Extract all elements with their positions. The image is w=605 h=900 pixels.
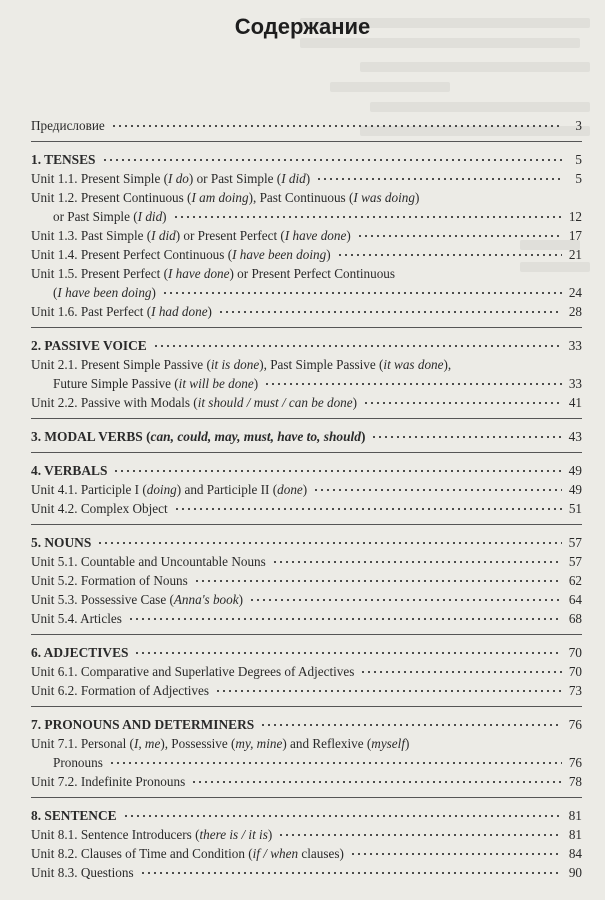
toc-section	[31, 427, 582, 446]
toc-section-heading[interactable]	[31, 533, 582, 552]
toc-section-heading[interactable]	[31, 427, 582, 446]
leader-dots	[249, 596, 562, 604]
leader-dots	[174, 505, 562, 513]
toc-entry[interactable]	[31, 772, 582, 791]
toc-entry[interactable]	[31, 825, 582, 844]
leader-dots	[191, 778, 562, 786]
toc-entry-text: Unit 1.1. Present Simple (I do) or Past Simple (I did)	[31, 171, 311, 186]
toc-page-number: 43	[568, 429, 582, 444]
section-divider	[31, 797, 582, 798]
toc-page-number: 64	[568, 592, 582, 607]
toc-page-number: 5	[575, 152, 582, 167]
toc-entry[interactable]	[31, 571, 582, 590]
toc-entry-text: 7. PRONOUNS AND DETERMINERS	[31, 717, 255, 732]
toc-entry[interactable]	[31, 226, 582, 245]
leader-dots	[357, 232, 562, 240]
toc-page-number: 57	[568, 535, 582, 550]
toc-entry-preface[interactable]	[31, 116, 582, 135]
toc-page-number: 81	[568, 808, 582, 823]
toc-entry-text: Unit 5.3. Possessive Case (Anna's book)	[31, 592, 244, 607]
leader-dots	[313, 486, 562, 494]
toc-page-number: 84	[568, 846, 582, 861]
toc-section-heading[interactable]	[31, 643, 582, 662]
toc-entry[interactable]	[31, 374, 582, 393]
leader-dots	[272, 558, 562, 566]
toc-page-number: 49	[568, 482, 582, 497]
toc-entry-text: 5. NOUNS	[31, 535, 92, 550]
toc-page-number: 28	[568, 304, 582, 319]
toc-section	[31, 715, 582, 791]
toc-entry-text: Pronouns	[53, 755, 103, 770]
leader-dots	[215, 687, 562, 695]
toc-section-heading[interactable]	[31, 715, 582, 734]
toc-page-number: 24	[568, 285, 582, 300]
page-title: Содержание	[234, 14, 371, 39]
toc-page-number: 5	[575, 171, 582, 186]
toc-entry-text: Unit 4.1. Participle I (doing) and Participle II (done)	[31, 482, 308, 497]
toc-section	[31, 150, 582, 321]
preface-section	[31, 116, 582, 135]
toc-section-heading[interactable]	[31, 461, 582, 480]
toc-entry[interactable]	[31, 863, 582, 882]
toc-entry[interactable]	[31, 734, 582, 753]
leader-dots	[278, 831, 562, 839]
toc-entry[interactable]	[31, 681, 582, 700]
toc-section	[31, 336, 582, 412]
leader-dots	[97, 539, 562, 547]
toc-page-number: 57	[568, 554, 582, 569]
section-divider	[31, 418, 582, 419]
toc-page-number: 70	[568, 664, 582, 679]
toc-entry[interactable]	[31, 753, 582, 772]
leader-dots	[128, 615, 562, 623]
leader-dots	[350, 850, 562, 858]
leader-dots	[360, 668, 562, 676]
leader-dots	[316, 175, 562, 183]
toc-page-number: 49	[568, 463, 582, 478]
toc-section	[31, 643, 582, 700]
toc-page-number: 90	[568, 865, 582, 880]
leader-dots	[134, 649, 562, 657]
toc-page-number: 21	[568, 247, 582, 262]
leader-dots	[260, 721, 562, 729]
toc-entry-text: 6. ADJECTIVES	[31, 645, 129, 660]
section-divider	[31, 706, 582, 707]
toc-entry-text: Unit 1.3. Past Simple (I did) or Present Perfect (I have done)	[31, 228, 351, 243]
toc-entry[interactable]	[31, 169, 582, 188]
leader-dots	[153, 342, 562, 350]
leader-dots	[218, 308, 562, 316]
toc-entry-text: Unit 8.2. Clauses of Time and Condition (if / when clauses)	[31, 846, 344, 861]
toc-page-number: 17	[568, 228, 582, 243]
toc-entry-text: or Past Simple (I did)	[53, 209, 167, 224]
toc-entry[interactable]	[31, 499, 582, 518]
leader-dots	[140, 869, 562, 877]
leader-dots	[337, 251, 562, 259]
toc-page-number: 41	[568, 395, 582, 410]
leader-dots	[102, 156, 562, 164]
leader-dots	[363, 399, 562, 407]
toc-entry-text: Unit 1.6. Past Perfect (I had done)	[31, 304, 212, 319]
toc-page-number: 12	[568, 209, 582, 224]
toc-entry-text: Unit 7.1. Personal (I, me), Possessive (my, mine) and Reflexive (myself)	[31, 736, 410, 751]
toc-entry[interactable]	[31, 609, 582, 628]
leader-dots	[162, 289, 562, 297]
toc-entry-text: Unit 6.1. Comparative and Superlative Degrees of Adjectives	[31, 664, 355, 679]
toc-entry-text: Unit 5.4. Articles	[31, 611, 122, 626]
toc-entry-text: Unit 8.3. Questions	[31, 865, 134, 880]
toc-entry[interactable]	[31, 662, 582, 681]
toc-page-number: 76	[568, 717, 582, 732]
toc-entry-text: Unit 7.2. Indefinite Pronouns	[31, 774, 186, 789]
section-divider	[31, 141, 582, 142]
toc-entry-text: Unit 1.2. Present Continuous (I am doing), Past Continuous (I was doing)	[31, 190, 420, 205]
toc-page-number: 3	[575, 118, 582, 133]
toc-entry[interactable]	[31, 480, 582, 499]
toc-entry-text: Unit 5.2. Formation of Nouns	[31, 573, 188, 588]
leader-dots	[111, 122, 562, 130]
section-divider	[31, 634, 582, 635]
toc-page-number: 76	[568, 755, 582, 770]
section-divider	[31, 327, 582, 328]
toc-page-number: 78	[568, 774, 582, 789]
toc-entry-text: Unit 2.1. Present Simple Passive (it is done), Past Simple Passive (it was done),	[31, 357, 452, 372]
toc-entry[interactable]	[31, 302, 582, 321]
toc-entry[interactable]	[31, 355, 582, 374]
section-divider	[31, 524, 582, 525]
toc-entry[interactable]	[31, 207, 582, 226]
table-of-contents	[31, 116, 582, 882]
section-divider	[31, 452, 582, 453]
toc-entry-text: Предисловие	[31, 118, 105, 133]
toc-entry[interactable]	[31, 283, 582, 302]
toc-entry-text: Unit 2.2. Passive with Modals (it should / must / can be done)	[31, 395, 358, 410]
toc-entry-text: 1. TENSES	[31, 152, 96, 167]
toc-entry[interactable]	[31, 590, 582, 609]
toc-entry-text: (I have been doing)	[53, 285, 156, 300]
toc-page-number: 70	[568, 645, 582, 660]
toc-entry-text: 3. MODAL VERBS (can, could, may, must, have to, should)	[31, 429, 366, 444]
leader-dots	[371, 433, 562, 441]
toc-entry-text: 8. SENTENCE	[31, 808, 117, 823]
leader-dots	[113, 467, 562, 475]
toc-section-heading[interactable]	[31, 150, 582, 169]
leader-dots	[173, 213, 562, 221]
toc-page-number: 73	[568, 683, 582, 698]
toc-page-number: 33	[568, 376, 582, 391]
toc-entry[interactable]	[31, 188, 582, 207]
toc-entry-text: Unit 4.2. Complex Object	[31, 501, 168, 516]
toc-section	[31, 806, 582, 882]
toc-entry-text: Unit 1.5. Present Perfect (I have done) or Present Perfect Continuous	[31, 266, 396, 281]
leader-dots	[123, 812, 562, 820]
leader-dots	[109, 759, 562, 767]
toc-entry[interactable]	[31, 245, 582, 264]
toc-section	[31, 533, 582, 628]
toc-entry-text: Unit 8.1. Sentence Introducers (there is / it is)	[31, 827, 273, 842]
toc-section-heading[interactable]	[31, 806, 582, 825]
toc-entry-text: 4. VERBALS	[31, 463, 108, 478]
toc-entry-text: Unit 6.2. Formation of Adjectives	[31, 683, 210, 698]
leader-dots	[194, 577, 562, 585]
toc-entry[interactable]	[31, 264, 582, 283]
toc-entry-text: Unit 5.1. Countable and Uncountable Nouns	[31, 554, 266, 569]
toc-page-number: 62	[568, 573, 582, 588]
toc-entry-text: Future Simple Passive (it will be done)	[53, 376, 259, 391]
toc-page-number: 33	[568, 338, 582, 353]
toc-entry-text: 2. PASSIVE VOICE	[31, 338, 147, 353]
toc-page-number: 68	[568, 611, 582, 626]
toc-entry-text: Unit 1.4. Present Perfect Continuous (I have been doing)	[31, 247, 331, 262]
toc-section	[31, 461, 582, 518]
leader-dots	[264, 380, 562, 388]
toc-entry[interactable]	[31, 552, 582, 571]
toc-page-number: 81	[568, 827, 582, 842]
toc-entry[interactable]	[31, 844, 582, 863]
toc-section-heading[interactable]	[31, 336, 582, 355]
toc-entry[interactable]	[31, 393, 582, 412]
toc-page-number: 51	[568, 501, 582, 516]
